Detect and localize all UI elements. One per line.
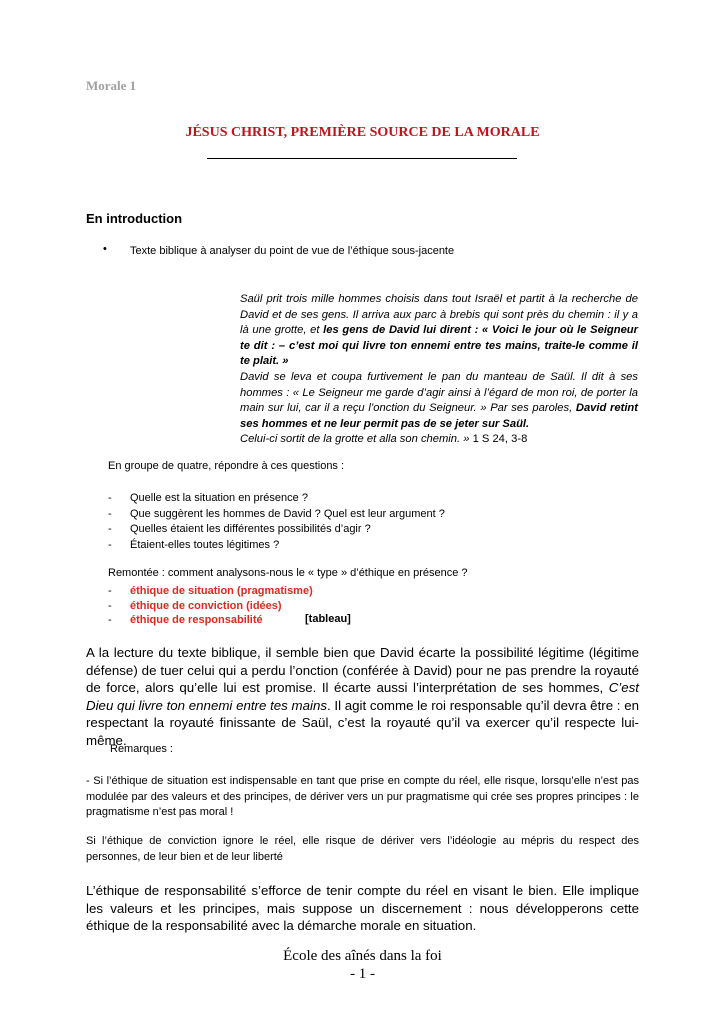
dash-marker: - [108,492,112,504]
section-heading: En introduction [86,211,183,226]
list-item [108,522,445,538]
questions-intro: En groupe de quatre, répondre à ces questions : [108,460,345,472]
tableau-label: [tableau] [305,613,351,625]
main-paragraph-c: . Il agit comme le roi responsable qu’il devra être : en respectant la royauté finissante de Saül, c’est la royauté qu’il va exercer qu’il respecte lui-même. [86,697,639,748]
quote-paragraph-2 [240,370,638,432]
dash-marker: - [108,585,112,597]
dash-marker: - [108,523,112,535]
ethics-item: éthique de situation (pragmatisme) [130,585,313,597]
bible-quote [240,292,638,448]
page-title: JÉSUS CHRIST, PREMIÈRE SOURCE DE LA MORALE [185,125,540,140]
dash-marker: - [108,538,112,551]
title-underline [207,158,517,159]
remarques-label: Remarques : [110,743,173,755]
page-number: - 1 - [350,966,375,982]
remark-conviction: Si l’éthique de conviction ignore le réel, elle risque de dériver vers l’idéologie au mépris du respect des personnes, de leur bien et de leur liberté [86,835,639,863]
footer-school: École des aînés dans la foi [283,948,442,964]
dash-marker: - [108,507,112,520]
quote-paragraph-1 [240,292,638,370]
remark-situation: - Si l’éthique de situation est indispensable en tant que prise en compte du réel, elle risque, lorsqu’elle n’est pas modulée par des valeurs et des principes, de dériver vers un pur pragmatisme qui crée ses propres principes : le pragmatisme n’est pas moral ! [86,775,639,819]
question-text: Quelle est la situation en présence ? [130,492,308,504]
dash-marker: - [108,599,112,612]
list-item [108,613,313,628]
question-text: Que suggèrent les hommes de David ? Quel est leur argument ? [130,507,445,520]
questions-list [108,491,445,553]
quote-reference: 1 S 24, 3-8 [472,433,528,446]
list-item [108,507,445,523]
quote-p3-text: Celui-ci sortit de la grotte et alla son chemin. » [240,433,473,446]
list-item [108,584,313,599]
remontee-text: Remontée : comment analysons-nous le « type » d’éthique en présence ? [108,567,468,579]
quote-paragraph-3 [240,432,638,448]
list-item [108,599,313,614]
quote-p2-bold: David retint ses hommes et ne leur permit pas de se jeter sur Saül. [240,402,638,430]
bullet-glyph: • [103,243,107,255]
main-paragraph-italic: C’est Dieu qui livre ton ennemi entre tes mains [86,680,639,713]
ethics-item: éthique de conviction (idées) [130,599,282,612]
header-label: Morale 1 [86,78,137,93]
dash-marker: - [108,614,112,626]
list-item [108,538,445,554]
conclusion-paragraph: L’éthique de responsabilité s’efforce de tenir compte du réel en visant le bien. Elle implique les valeurs et les principes, mais suppose un discernement : nous développerons cette éthique de la responsabilité avec la démarche morale en situation. [86,883,639,934]
ethics-item: éthique de responsabilité [130,614,263,626]
quote-p1-text: Saül prit trois mille hommes choisis dans tout Israël et partit à la recherche de David et de ses gens. Il arriva aux parc à brebis qui sont près du chemin : il y a là une grotte, et [240,293,638,337]
main-paragraph-a: A la lecture du texte biblique, il semble bien que David écarte la possibilité légitime (légitime défense) de tuer celui qui a perdu l’onction (conférée à David) pour ne pas prendre la royauté de force, alors qu’elle lui est promise. Il écarte aussi l’interprétation de ses hommes, [86,645,639,696]
quote-p1-bold: les gens de David lui dirent : « Voici le jour où le Seigneur te dit : – c’est moi qui livre ton ennemi entre tes mains, traite-le comme il te plait. » [240,324,638,368]
bullet-text: Texte biblique à analyser du point de vue de l’éthique sous-jacente [130,245,455,257]
ethics-list [108,584,313,628]
quote-p2-text: David se leva et coupa furtivement le pan du manteau de Saül. Il dit à ses hommes : « Le Seigneur me garde d’agir ainsi à l’égard de mon roi, de porter la main sur lui, car il a reçu l’onction du Seigneur. » Par ses paroles, [240,370,638,415]
main-paragraph [86,644,639,750]
list-item [108,491,445,507]
question-text: Étaient-elles toutes légitimes ? [130,538,280,551]
question-text: Quelles étaient les différentes possibilités d’agir ? [130,523,371,535]
